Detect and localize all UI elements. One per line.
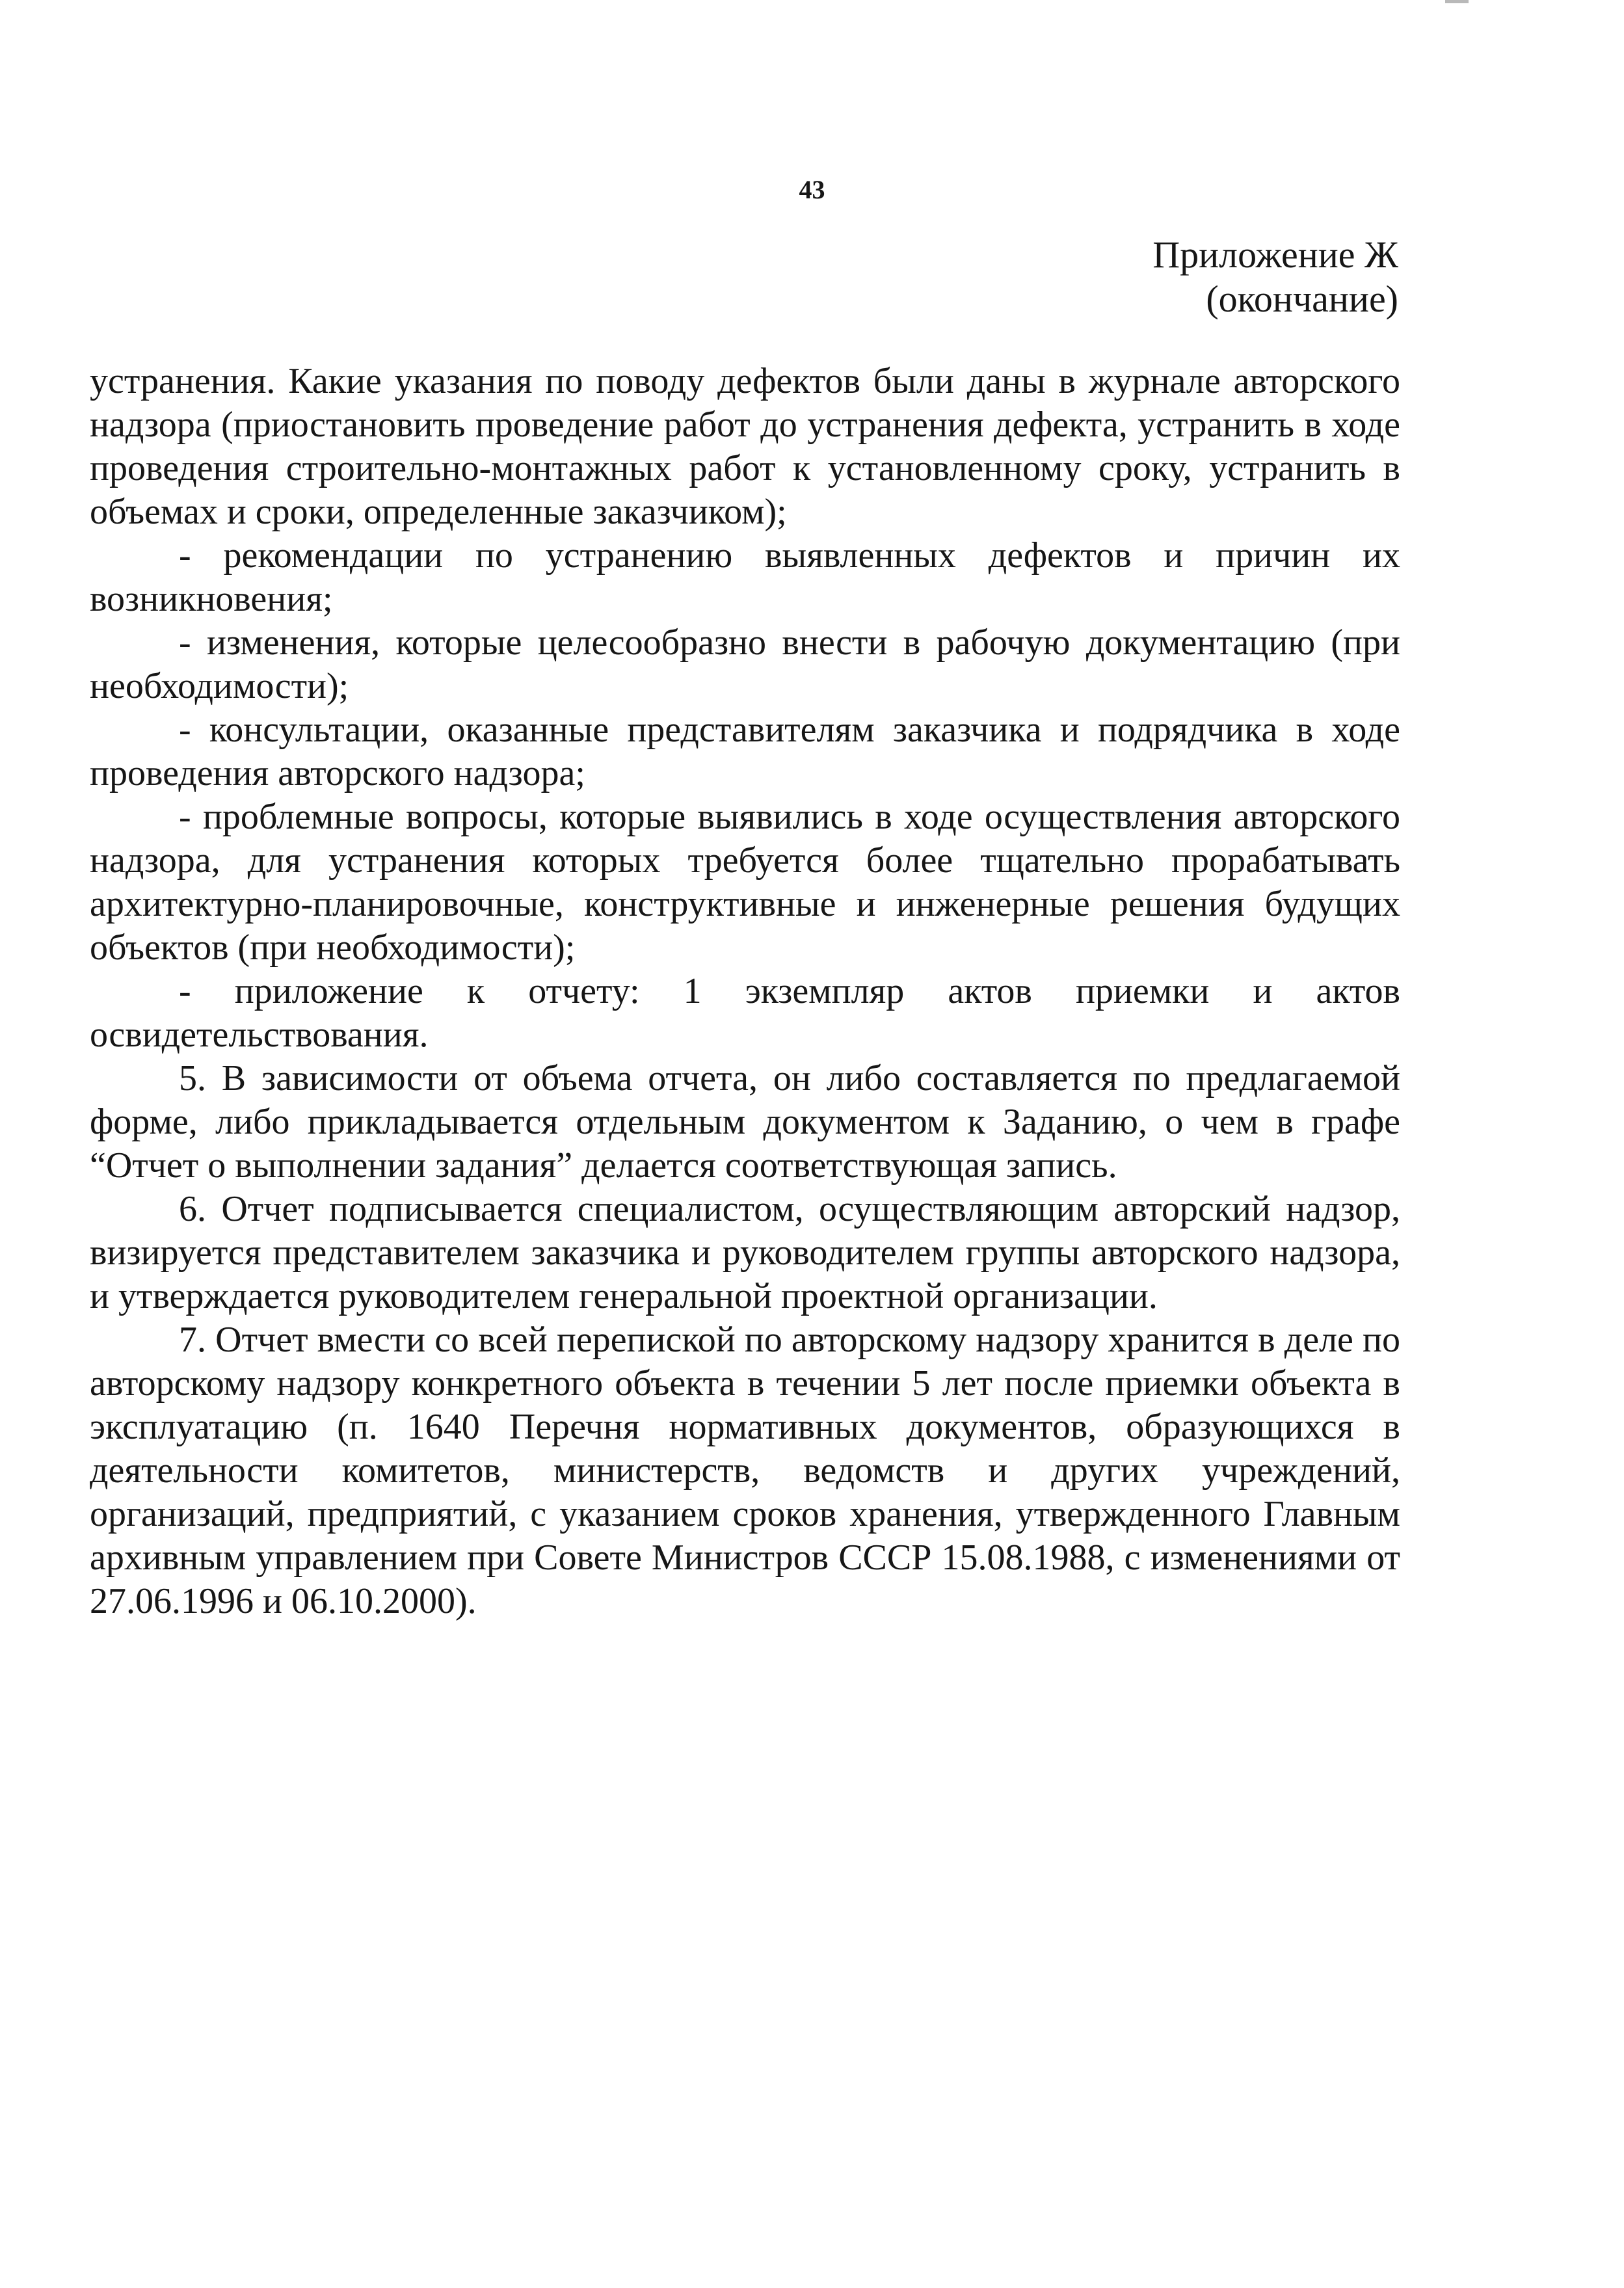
- paragraph-continuation: устранения. Какие указания по поводу дефектов были даны в журнале авторского надзора (приостановить проведение работ до устранения дефекта, устранить в ходе проведения строительно-монтажных работ к установленному сроку, устранить в объемах и сроки, определенные заказчиком);: [90, 361, 1400, 532]
- page-number: 43: [799, 175, 825, 204]
- paragraph-7: 7. Отчет вмести со всей перепиской по авторскому надзору хранится в деле по авторскому надзору конкретного объекта в течении 5 лет после приемки объекта в эксплуатацию (п. 1640 Перечня нормативных документов, образующихся в деятельности комитетов, министерств, ведомств и других учреждений, организаций, предприятий, с указанием сроков хранения, утвержденного Главным архивным управлением при Совете Министров СССР 15.08.1988, с изменениями от 27.06.1996 и 06.10.2000).: [90, 1320, 1400, 1621]
- paragraph-6: 6. Отчет подписывается специалистом, осуществляющим авторский надзор, визируется представителем заказчика и руководителем группы авторского надзора, и утверждается руководителем генеральной проектной организации.: [90, 1189, 1400, 1316]
- list-item-problem-issues: - проблемные вопросы, которые выявились в ходе осуществления авторского надзора, для устранения которых требуется более тщательно прорабатывать архитектурно-планировочные, конструктивные и инженерные решения будущих объектов (при необходимости);: [90, 797, 1400, 968]
- appendix-subtitle: (окончание): [1206, 278, 1398, 320]
- appendix-label: [1106, 233, 1398, 321]
- appendix-title: Приложение Ж: [1152, 233, 1398, 276]
- list-item-consultations: - консультации, оказанные представителям заказчика и подрядчика в ходе проведения авторского надзора;: [90, 710, 1400, 793]
- list-item-attachment: - приложение к отчету: 1 экземпляр актов приемки и актов освидетельствования.: [90, 971, 1400, 1055]
- scan-corner-mark: [1445, 0, 1469, 3]
- list-item-changes: - изменения, которые целесообразно внести в рабочую документацию (при необходимости);: [90, 622, 1400, 706]
- paragraph-5: 5. В зависимости от объема отчета, он либо составляется по предлагаемой форме, либо прикладывается отдельным документом к Заданию, о чем в графе “Отчет о выполнении задания” делается соответствующая запись.: [90, 1058, 1400, 1186]
- list-item-recommendations: - рекомендации по устранению выявленных дефектов и причин их возникновения;: [90, 535, 1400, 619]
- body-text: [90, 360, 1400, 1623]
